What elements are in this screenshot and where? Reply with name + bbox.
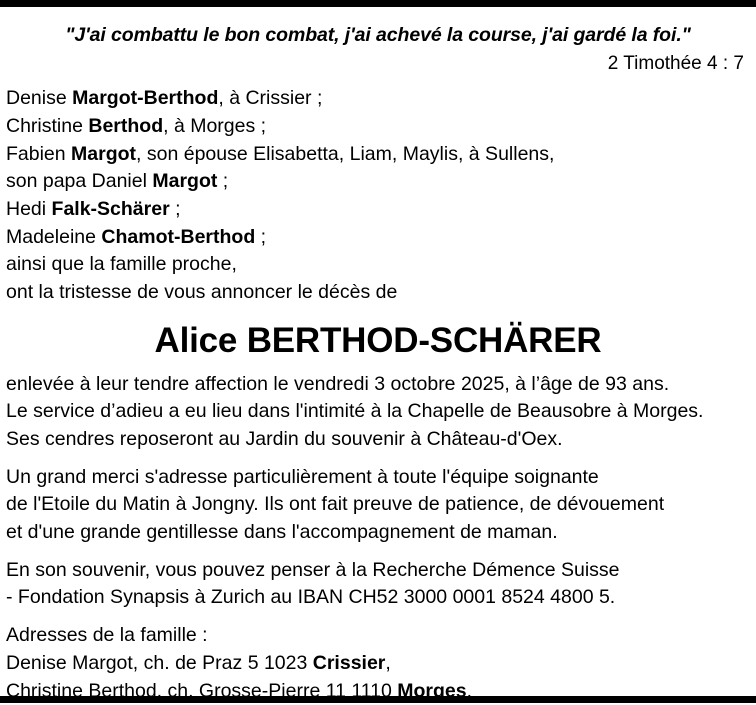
announce-line-text: ont la tristesse de vous annoncer le décès de [6,281,397,303]
announce-line [6,279,750,307]
address-line-post: , [385,652,390,674]
family-line-post: , son épouse Elisabetta, Liam, Maylis, à Sullens, [136,143,554,165]
thanks-paragraph [6,464,750,547]
address-line [6,650,750,678]
family-line-pre: Hedi [6,198,52,220]
family-line-bold: Berthod [88,115,163,137]
addresses-title: Adresses de la famille : [6,622,750,650]
address-line-pre: Christine Berthod, ch. Grosse-Pierre 11 1110 [6,680,397,702]
family-line [6,141,750,169]
family-line-bold: Margot [71,143,136,165]
family-line [6,196,750,224]
quote-text: "J'ai combattu le bon combat, j'ai achevé la course, j'ai gardé la foi." [6,23,750,47]
quote-reference: 2 Timothée 4 : 7 [6,52,750,76]
deceased-name: Alice BERTHOD-SCHÄRER [6,320,750,362]
family-line-pre: Fabien [6,143,71,165]
donation-line: - Fondation Synapsis à Zurich au IBAN CH52 3000 0001 8524 4800 5. [6,584,750,612]
death-details [6,371,750,454]
thanks-line: de l'Etoile du Matin à Jongny. Ils ont fait preuve de patience, de dévouement [6,491,750,519]
family-line-post: , à Crissier ; [218,87,322,109]
family-line [6,224,750,252]
family-line [6,113,750,141]
donation-line: En son souvenir, vous pouvez penser à la Recherche Démence Suisse [6,557,750,585]
address-line-pre: Denise Margot, ch. de Praz 5 1023 [6,652,313,674]
family-line-bold: Chamot-Berthod [101,226,255,248]
address-line-bold: Morges [397,680,466,702]
family-line-post: , à Morges ; [163,115,266,137]
death-line: Ses cendres reposeront au Jardin du souvenir à Château-d'Oex. [6,426,750,454]
family-line [6,168,750,196]
donation-paragraph [6,557,750,612]
address-line [6,678,750,705]
thanks-line: et d'une grande gentillesse dans l'accompagnement de maman. [6,519,750,547]
family-line [6,85,750,113]
family-line-post: ; [170,198,181,220]
family-line-post: ; [255,226,266,248]
address-line-post: . [467,680,472,702]
address-line-bold: Crissier [313,652,386,674]
family-line-bold: Margot [152,170,217,192]
family-line-pre: Madeleine [6,226,101,248]
family-line-pre: ainsi que la famille proche, [6,253,237,275]
family-line-bold: Falk-Schärer [52,198,170,220]
death-line: Le service d’adieu a eu lieu dans l'intimité à la Chapelle de Beausobre à Morges. [6,398,750,426]
death-line: enlevée à leur tendre affection le vendredi 3 octobre 2025, à l’âge de 93 ans. [6,371,750,399]
family-line-post: ; [217,170,228,192]
addresses-section [6,622,750,705]
family-line-pre: Christine [6,115,88,137]
family-line-pre: son papa Daniel [6,170,152,192]
family-line-bold: Margot-Berthod [72,87,218,109]
family-line-pre: Denise [6,87,72,109]
family-line [6,251,750,279]
family-list [6,85,750,307]
thanks-line: Un grand merci s'adresse particulièrement à toute l'équipe soignante [6,464,750,492]
